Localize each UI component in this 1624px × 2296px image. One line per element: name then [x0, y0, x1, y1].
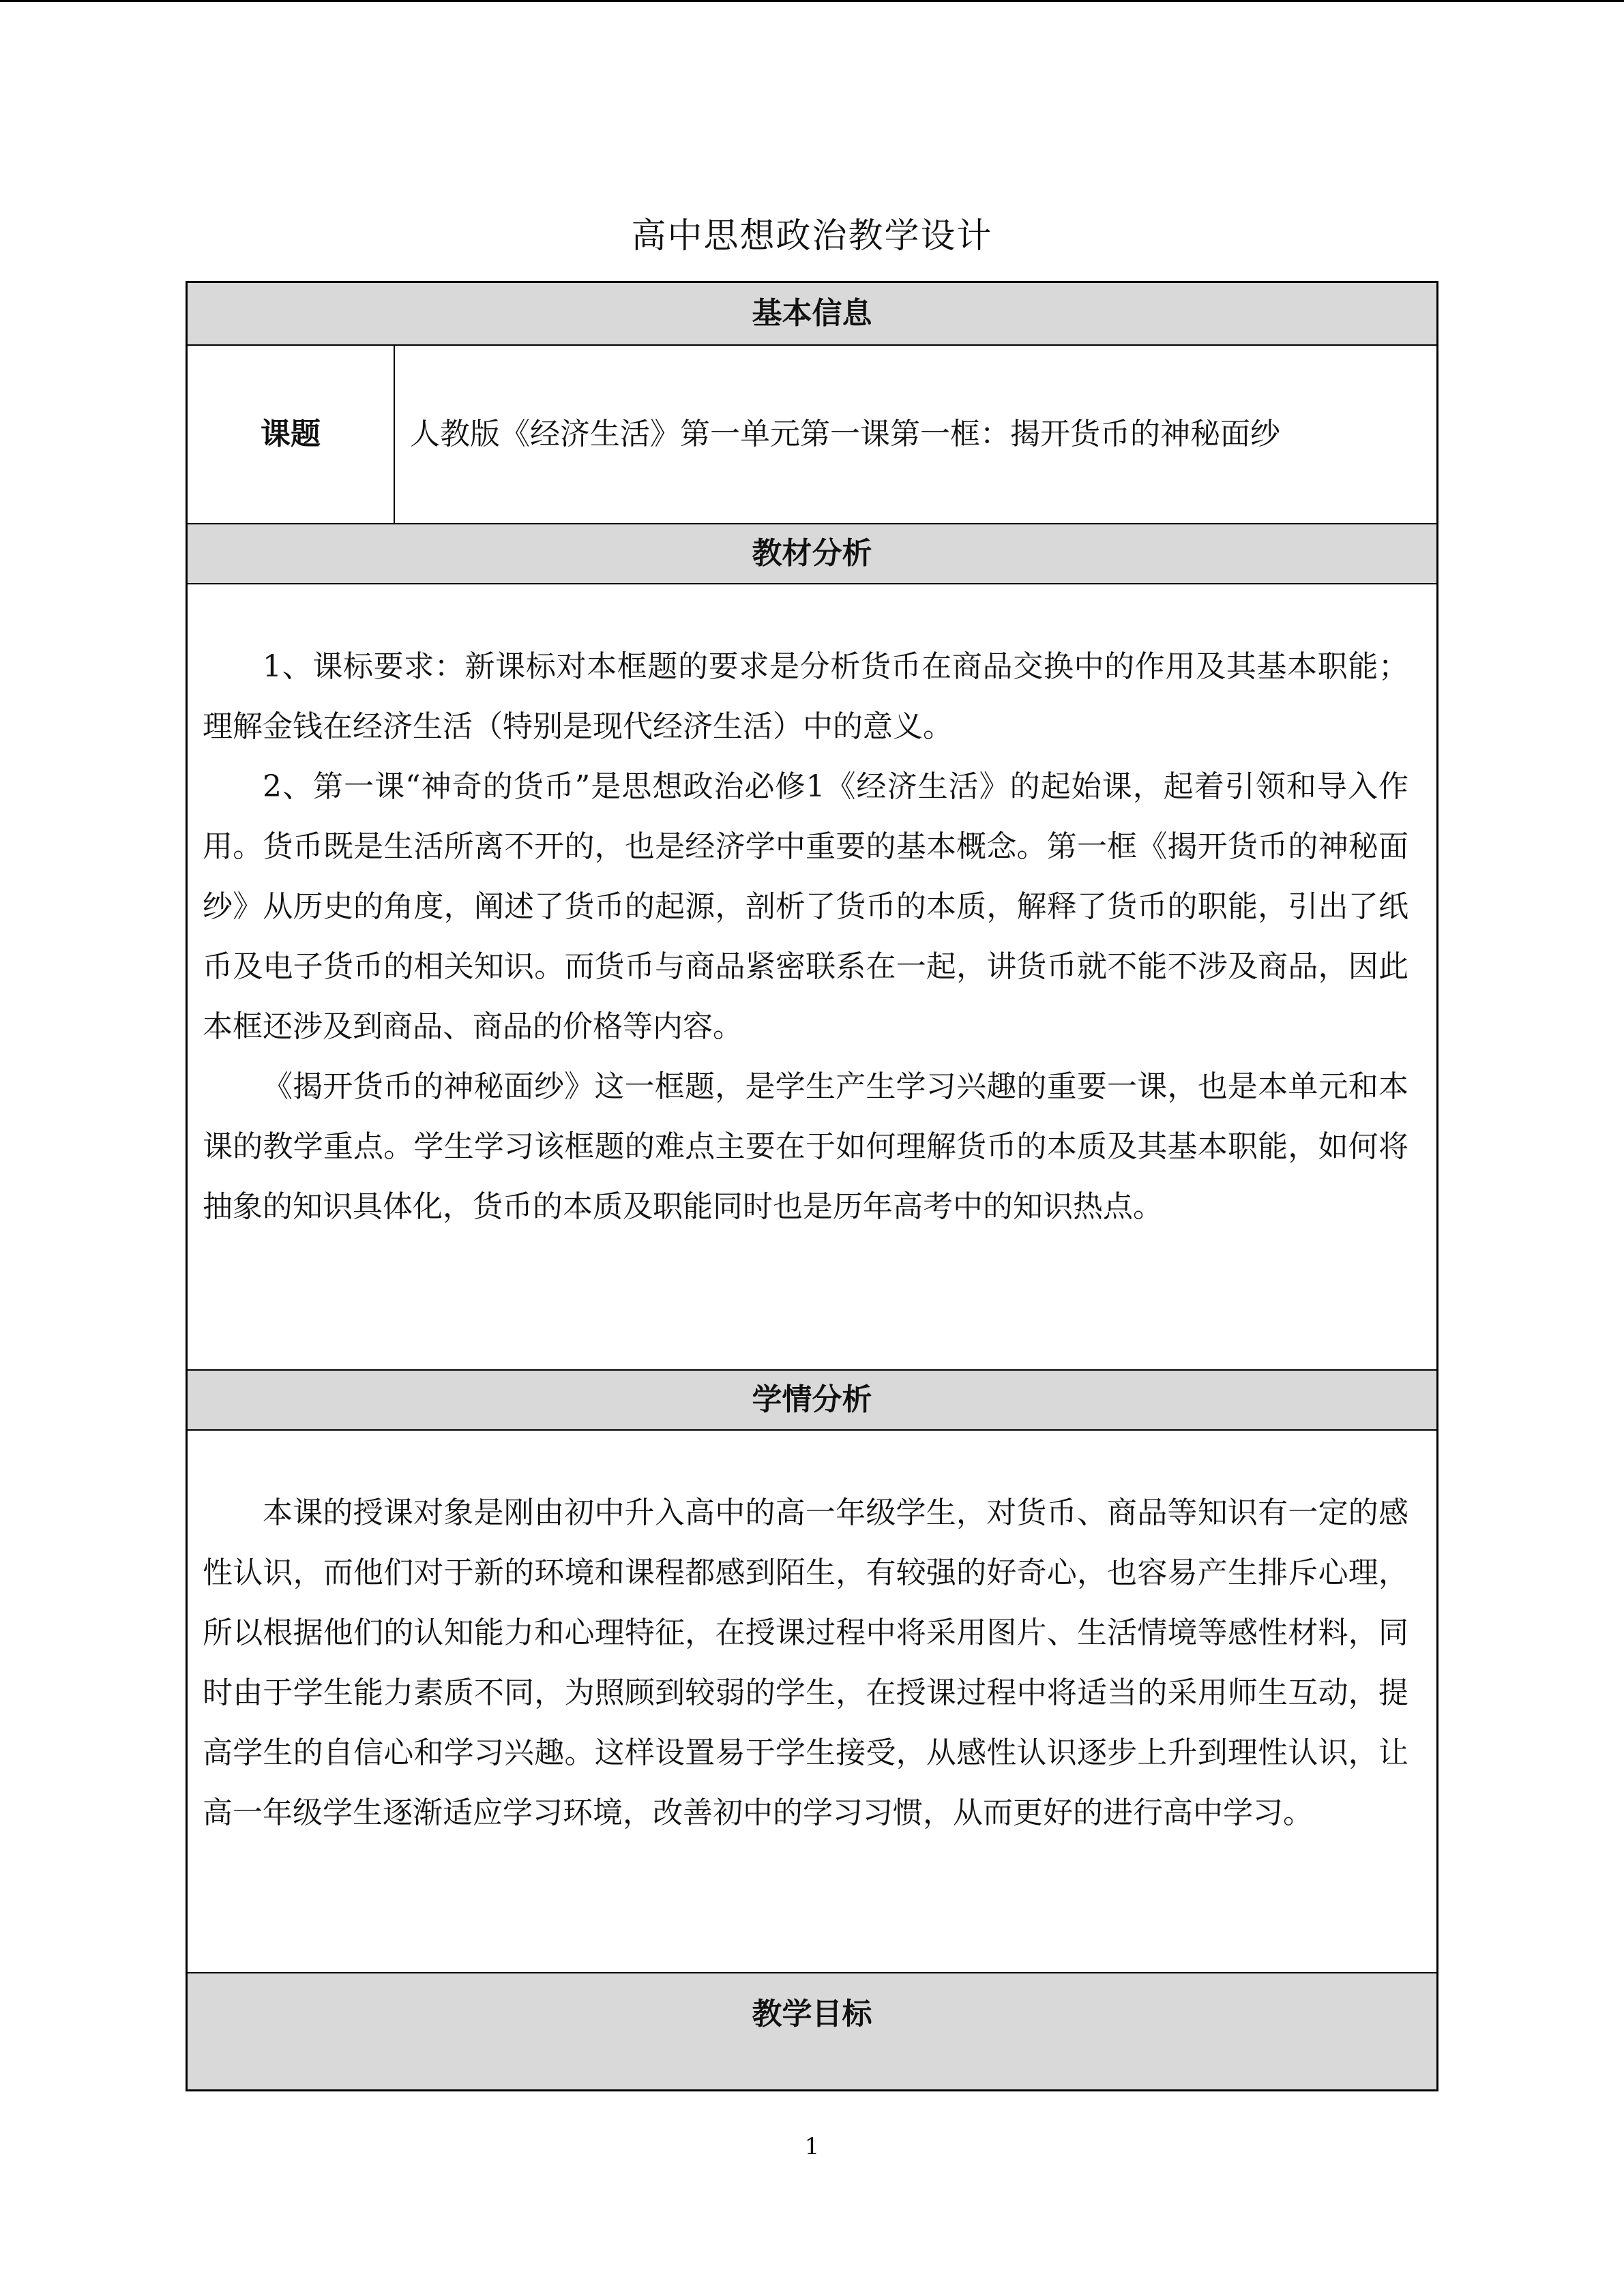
textbook-analysis-paragraph-2: 2、第一课“神奇的货币”是思想政治必修1《经济生活》的起始课，起着引领和导入作用。货币既是生活所离不开的，也是经济学中重要的基本概念。第一框《揭开货币的神秘面纱》从历史的角度，阐述了货币的起源，剖析了货币的本质，解释了货币的职能，引出了纸币及电子货币的相关知识。而货币与商品紧密联系在一起，讲货币就不能不涉及商品，因此本框还涉及到商品、商品的价格等内容。 [203, 769, 1408, 1044]
textbook-analysis-header-text: 教材分析 [752, 536, 872, 571]
teaching-goals-header-text: 教学目标 [752, 1997, 872, 2031]
page-number: 1 [804, 2133, 820, 2160]
textbook-analysis-paragraph-1: 1、课标要求：新课标对本框题的要求是分析货币在商品交换中的作用及其基本职能；理解金钱在经济生活（特别是现代经济生活）中的意义。 [203, 649, 1408, 744]
student-analysis-header [188, 1371, 1436, 1429]
topic-cell-divider [394, 346, 395, 523]
basic-info-header-text: 基本信息 [752, 296, 872, 331]
top-border-rule [0, 0, 1624, 2]
basic-info-header [188, 283, 1436, 344]
textbook-analysis-header [188, 524, 1436, 583]
student-analysis-paragraph-1: 本课的授课对象是刚由初中升入高中的高一年级学生，对货币、商品等知识有一定的感性认识，而他们对于新的环境和课程都感到陌生，有较强的好奇心，也容易产生排斥心理，所以根据他们的认知能力和心理特征，在授课过程中将采用图片、生活情境等感性材料，同时由于学生能力素质不同，为照顾到较弱的学生，在授课过程中将适当的采用师生互动，提高学生的自信心和学习兴趣。这样设置易于学生接受，从感性认识逐步上升到理性认识，让高一年级学生逐渐适应学习环境，改善初中的学习习惯，从而更好的进行高中学习。 [203, 1495, 1408, 1830]
topic-label: 课题 [261, 417, 321, 451]
student-analysis-header-text: 学情分析 [752, 1382, 872, 1417]
teaching-goals-header [188, 1973, 1436, 2089]
topic-value: 人教版《经济生活》第一单元第一课第一框：揭开货币的神秘面纱 [410, 417, 1280, 451]
divider [188, 1429, 1436, 1431]
divider [188, 583, 1436, 584]
page-title: 高中思想政治教学设计 [631, 216, 993, 256]
lesson-plan-table [186, 281, 1438, 2091]
textbook-analysis-paragraph-3: 《揭开货币的神秘面纱》这一框题，是学生产生学习兴趣的重要一课，也是本单元和本课的教学重点。学生学习该框题的难点主要在于如何理解货币的本质及其基本职能，如何将抽象的知识具体化，货币的本质及职能同时也是历年高考中的知识热点。 [203, 1069, 1408, 1224]
